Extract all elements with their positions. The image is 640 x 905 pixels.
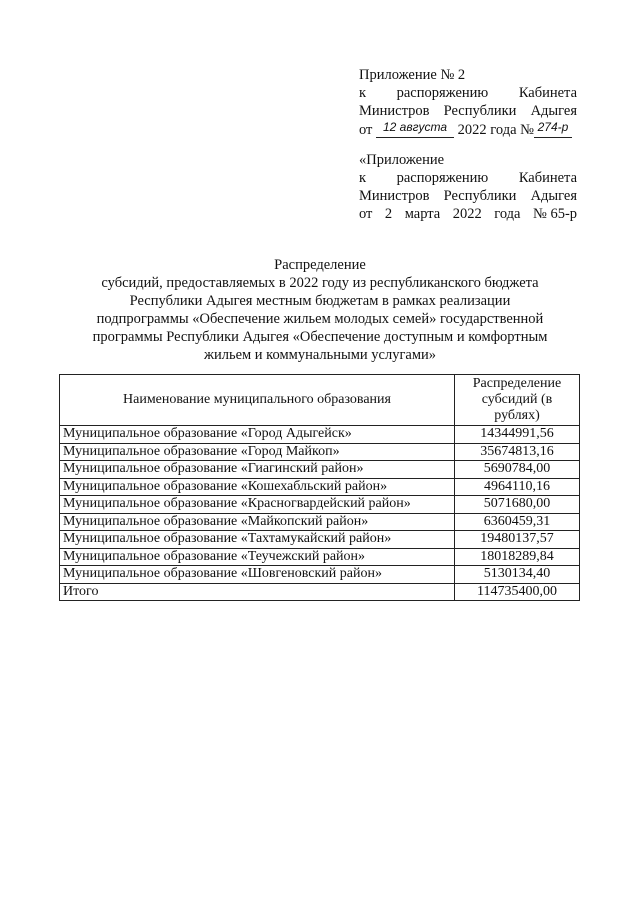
municipality-cell: Муниципальное образование «Кошехабльский район» [60,478,455,496]
year-text: 2022 года № [457,122,534,138]
title-line: Распределение [274,257,366,273]
municipality-cell: Муниципальное образование «Теучежский район» [60,548,455,566]
subsidy-cell: 35674813,16 [455,443,580,461]
appendix-current-date-line [359,120,577,139]
municipality-cell: Муниципальное образование «Гиагинский район» [60,461,455,479]
table-row [60,426,580,444]
number-field [534,120,572,138]
table-row [60,566,580,584]
table-row [60,461,580,479]
table-row [60,513,580,531]
distribution-table [59,374,580,601]
date-field [376,120,454,138]
table-row [60,443,580,461]
table-row [60,531,580,549]
title-line: подпрограммы «Обеспечение жильем молодых семей» государственной [96,311,544,327]
appendix-current-line3: Министров Республики Адыгея [359,103,578,119]
title-line: Республики Адыгея местным бюджетам в рамках реализации [129,293,511,309]
appendix-current-line2: к распоряжению Кабинета [359,85,578,101]
appendix-original-line4: от 2 марта 2022 года № 65-р [359,206,578,222]
document-title [60,256,580,364]
header-municipality: Наименование муниципального образования [60,375,455,426]
table-header-row [60,375,580,426]
appendix-original-line2: к распоряжению Кабинета [359,170,578,186]
handwritten-date: 12 августа [382,120,448,134]
title-line: жильем и коммунальными услугами» [203,347,437,363]
handwritten-number: 274-р [537,120,569,134]
subsidy-cell: 19480137,57 [455,531,580,549]
table-total-row [60,583,580,601]
appendix-original [359,151,577,223]
table-row [60,496,580,514]
municipality-cell: Муниципальное образование «Город Майкоп» [60,443,455,461]
appendix-current [359,66,577,139]
subsidy-cell: 5690784,00 [455,461,580,479]
municipality-cell: Муниципальное образование «Красногвардейский район» [60,496,455,514]
subsidy-cell: 6360459,31 [455,513,580,531]
title-line: программы Республики Адыгея «Обеспечение доступным и комфортным [92,329,548,345]
appendix-original-line3: Министров Республики Адыгея [359,188,578,204]
title-line: субсидий, предоставляемых в 2022 году из республиканского бюджета [101,275,539,291]
table-row [60,548,580,566]
appendix-original-line1: «Приложение [359,152,445,168]
municipality-cell: Муниципальное образование «Майкопский район» [60,513,455,531]
subsidy-cell: 5071680,00 [455,496,580,514]
subsidy-cell: 18018289,84 [455,548,580,566]
total-label: Итого [60,583,455,601]
municipality-cell: Муниципальное образование «Шовгеновский район» [60,566,455,584]
municipality-cell: Муниципальное образование «Тахтамукайский район» [60,531,455,549]
header-subsidy: Распределение субсидий (в рублях) [455,375,580,426]
subsidy-cell: 14344991,56 [455,426,580,444]
municipality-cell: Муниципальное образование «Город Адыгейск» [60,426,455,444]
total-sum: 114735400,00 [455,583,580,601]
subsidy-cell: 5130134,40 [455,566,580,584]
appendix-current-line1: Приложение № 2 [359,67,466,83]
date-prefix: от [359,122,373,138]
table-row [60,478,580,496]
subsidy-cell: 4964110,16 [455,478,580,496]
